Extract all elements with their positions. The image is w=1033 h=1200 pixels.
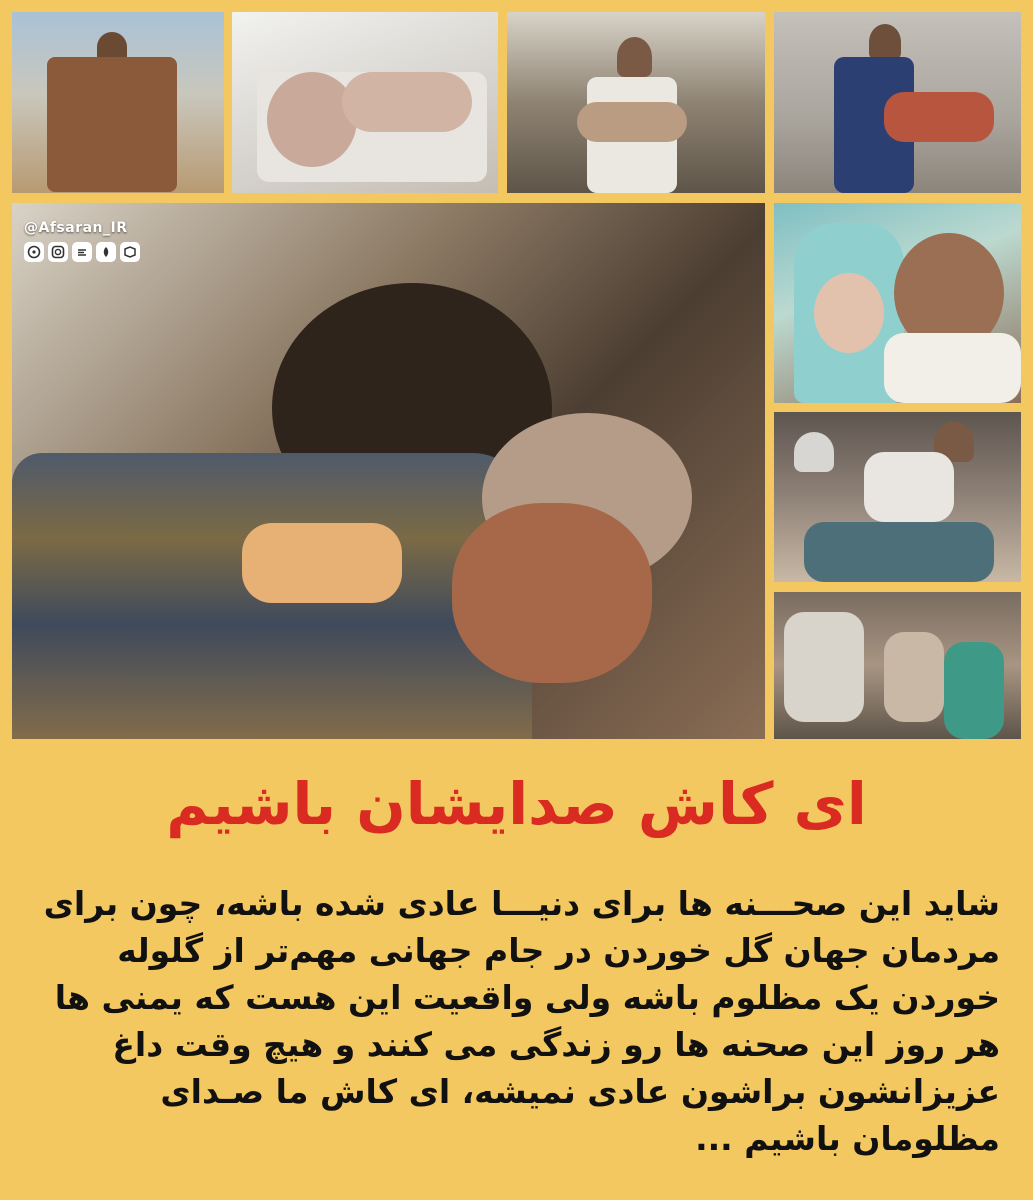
social-icons xyxy=(24,242,140,262)
instagram-icon xyxy=(48,242,68,262)
rubika-icon xyxy=(120,242,140,262)
boy-holding-bloodied-cloth-photo xyxy=(12,12,224,193)
watermark xyxy=(24,220,140,262)
man-carrying-injured-child-photo xyxy=(774,12,1021,193)
watermark-handle: @Afsaran_IR xyxy=(24,220,128,236)
man-carrying-child-in-rubble-photo xyxy=(507,12,765,193)
malnourished-infant-on-scale-photo xyxy=(232,12,498,193)
boy-kissing-injured-child-main-photo xyxy=(12,203,765,739)
body-text: شاید این صحـــنه ها برای دنیـــا عادی شده باشه، چون برای مردمان جهان گل خوردن در جام جهانی مهم‌تر از گلوله خوردن یک مظلوم باشه ولی واقعیت این هست که یمنی ها هر روز این صحنه ها رو زندگی می کنند و هیچ وقت داغ عزیزانشون براشون عادی نمیشه، ای کاش ما صـدای مظلومان باشیم ... xyxy=(43,884,1000,1158)
crowd-lifting-injured-child-photo xyxy=(774,412,1021,582)
page-title: ای کاش صدایشان باشیم xyxy=(166,770,867,838)
eitaa-icon xyxy=(72,242,92,262)
soroush-icon xyxy=(96,242,116,262)
crowd-rescuing-child-photo xyxy=(774,592,1021,739)
father-crying-with-child-photo xyxy=(774,203,1021,403)
bale-icon xyxy=(24,242,44,262)
